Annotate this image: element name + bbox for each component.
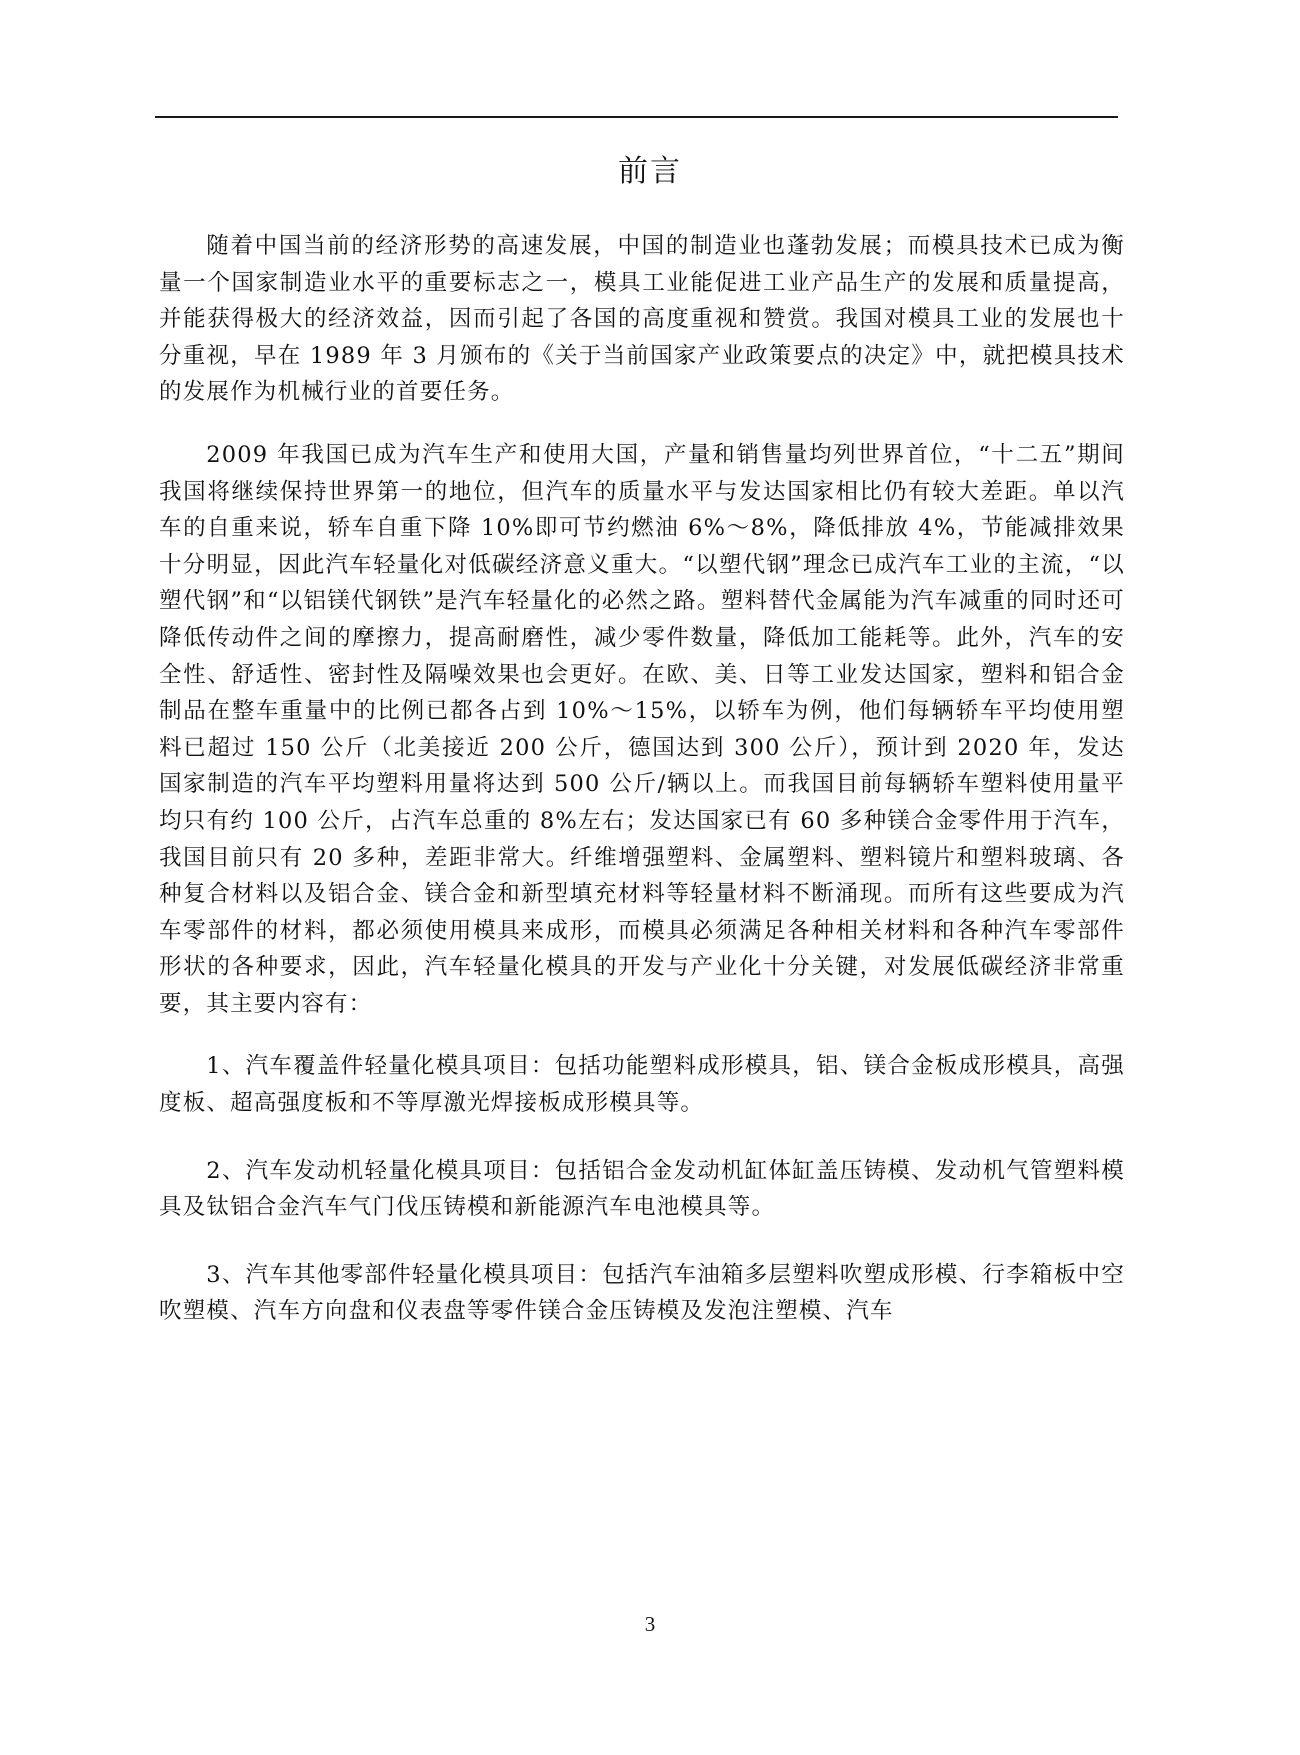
list-item-other-parts-molds: 3、汽车其他零部件轻量化模具项目：包括汽车油箱多层塑料吹塑成形模、行李箱板中空吹塑模、汽车方向盘和仪表盘等零件镁合金压铸模及发泡注塑模、汽车 bbox=[159, 1261, 1125, 1325]
list-item-engine-molds: 2、汽车发动机轻量化模具项目：包括铝合金发动机缸体缸盖压铸模、发动机气管塑料模具及钛铝合金汽车气门伐压铸模和新能源汽车电池模具等。 bbox=[159, 1157, 1125, 1221]
header-rule bbox=[155, 116, 1118, 118]
document-body bbox=[159, 228, 1125, 1361]
page-number: 3 bbox=[644, 1612, 656, 1636]
list-item-body-panel-molds: 1、汽车覆盖件轻量化模具项目：包括功能塑料成形模具，铝、镁合金板成形模具，高强度板、超高强度板和不等厚激光焊接板成形模具等。 bbox=[159, 1053, 1125, 1117]
page-title: 前言 bbox=[618, 154, 682, 189]
paragraph-intro: 随着中国当前的经济形势的高速发展，中国的制造业也蓬勃发展；而模具技术已成为衡量一个国家制造业水平的重要标志之一，模具工业能促进工业产品生产的发展和质量提高，并能获得极大的经济效益，因而引起了各国的高度重视和赞赏。我国对模具工业的发展也十分重视，早在 1989 年 3 月颁布的《关于当前国家产业政策要点的决定》中，就把模具技术的发展作为机械行业的首要任务。 bbox=[159, 233, 1125, 406]
paragraph-automotive-lightweight: 2009 年我国已成为汽车生产和使用大国，产量和销售量均列世界首位，“十二五”期间我国将继续保持世界第一的地位，但汽车的质量水平与发达国家相比仍有较大差距。单以汽车的自重来说，轿车自重下降 10%即可节约燃油 6%～8%，降低排放 4%，节能减排效果十分明显，因此汽车轻量化对低碳经济意义重大。“以塑代钢”理念已成汽车工业的主流，“以塑代钢”和“以铝镁代钢铁”是汽车轻量化的必然之路。塑料替代金属能为汽车减重的同时还可降低传动件之间的摩擦力，提高耐磨性，减少零件数量，降低加工能耗等。此外，汽车的安全性、舒适性、密封性及隔噪效果也会更好。在欧、美、日等工业发达国家，塑料和铝合金制品在整车重量中的比例已都各占到 10%～15%，以轿车为例，他们每辆轿车平均使用塑料已超过 150 公斤（北美接近 200 公斤，德国达到 300 公斤），预计到 2020 年，发达国家制造的汽车平均塑料用量将达到 500 公斤/辆以上。而我国目前每辆轿车塑料使用量平均只有约 100 公斤，占汽车总重的 8%左右；发达国家已有 60 多种镁合金零件用于汽车，我国目前只有 20 多种，差距非常大。纤维增强塑料、金属塑料、塑料镜片和塑料玻璃、各种复合材料以及铝合金、镁合金和新型填充材料等轻量材料不断涌现。而所有这些要成为汽车零部件的材料，都必须使用模具来成形，而模具必须满足各种相关材料和各种汽车零部件形状的各种要求，因此，汽车轻量化模具的开发与产业化十分关键，对发展低碳经济非常重要，其主要内容有： bbox=[159, 441, 1125, 1017]
